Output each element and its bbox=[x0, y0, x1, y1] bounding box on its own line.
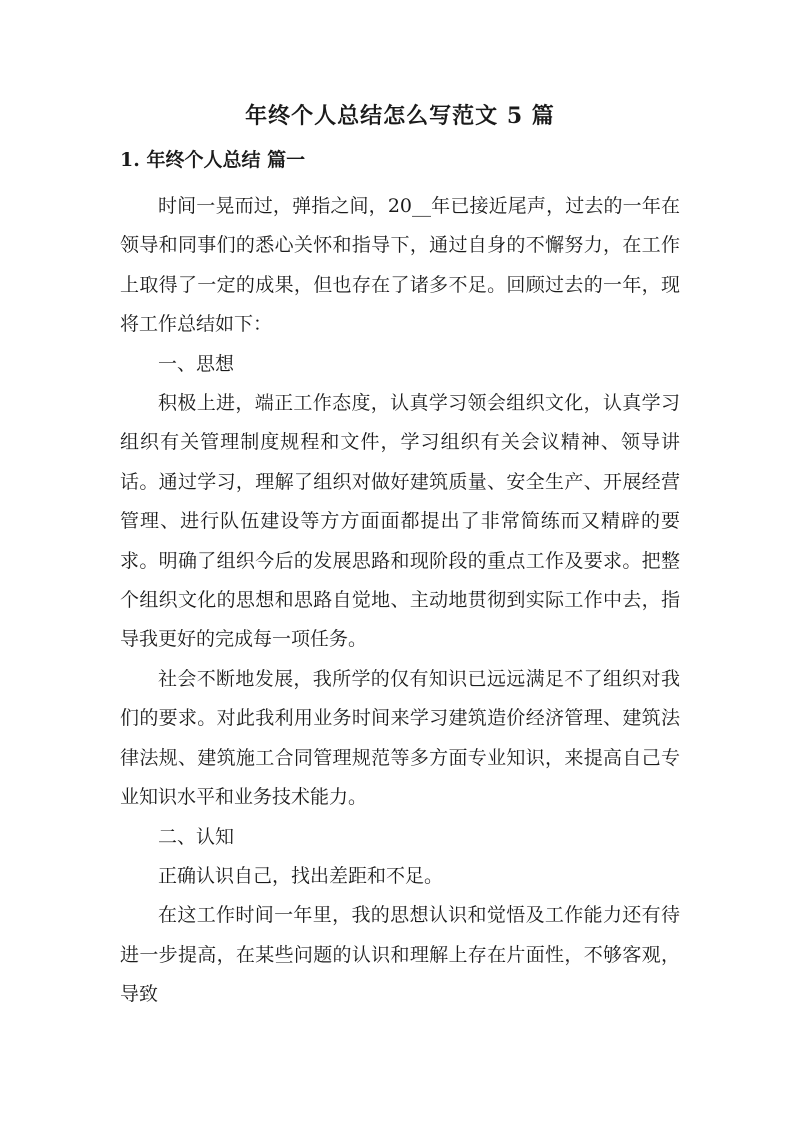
paragraph-intro: 时间一晃而过，弹指之间，20__年已接近尾声，过去的一年在领导和同事们的悉心关怀和指导下，通过自身的不懈努力，在工作上取得了一定的成果，但也存在了诸多不足。回顾过去的一年，现将工作总结如下： bbox=[120, 195, 680, 336]
paragraph-society: 社会不断地发展，我所学的仅有知识已远远满足不了组织对我们的要求。对此我利用业务时间来学习建筑造价经济管理、建筑法律法规、建筑施工合同管理规范等多方面专业知识，来提高自己专业知识水平和业务技术能力。 bbox=[120, 667, 680, 809]
section-title: 1. 年终个人总结 篇一 bbox=[120, 149, 306, 171]
heading-cognition: 二、认知 bbox=[158, 825, 235, 848]
document-title: 年终个人总结怎么写范文 5 篇 bbox=[245, 103, 555, 129]
document-body bbox=[120, 187, 680, 1015]
paragraph-reflection: 在这工作时间一年里，我的思想认识和觉悟及工作能力还有待进一步提高，在某些问题的认识和理解上存在片面性，不够客观，导致 bbox=[120, 904, 680, 1006]
paragraph-thought: 积极上进，端正工作态度，认真学习领会组织文化，认真学习组织有关管理制度规程和文件，学习组织有关会议精神、领导讲话。通过学习，理解了组织对做好建筑质量、安全生产、开展经营管理、进行队伍建设等方方面面都提出了非常简练而又精辟的要求。明确了组织今后的发展思路和现阶段的重点工作及要求。把整个组织文化的思想和思路自觉地、主动地贯彻到实际工作中去，指导我更好的完成每一项任务。 bbox=[120, 392, 680, 651]
heading-thought: 一、思想 bbox=[158, 352, 235, 375]
paragraph-self-awareness: 正确认识自己，找出差距和不足。 bbox=[158, 864, 444, 887]
